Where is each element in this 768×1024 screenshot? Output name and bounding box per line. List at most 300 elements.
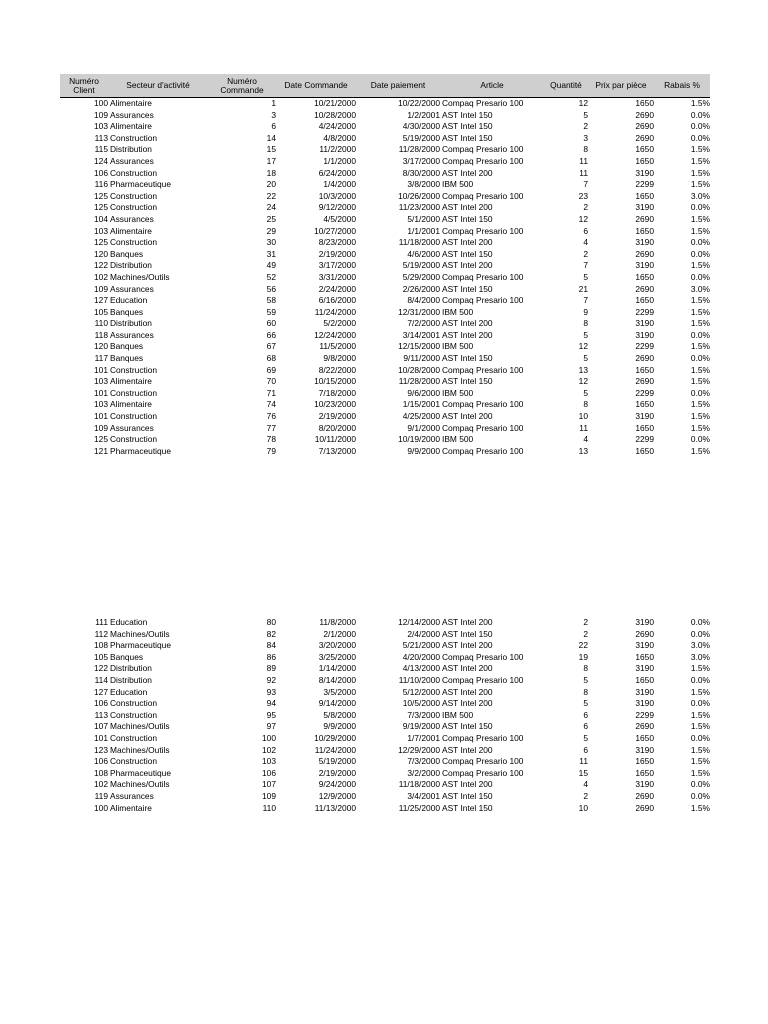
order-date-cell: 6/16/2000 <box>318 295 356 306</box>
payment-date-cell: 4/25/2000 <box>402 411 440 422</box>
sector-cell: Construction <box>110 732 158 743</box>
quantity-cell: 8 <box>583 399 588 410</box>
orders-table-block-2 <box>60 617 710 814</box>
table-row <box>60 617 710 629</box>
quantity-cell: 6 <box>583 744 588 755</box>
discount-cell: 1.5% <box>690 445 710 456</box>
unit-price-cell: 2299 <box>635 179 654 190</box>
order-date-cell: 9/12/2000 <box>318 202 356 213</box>
payment-date-cell: 10/5/2000 <box>402 698 440 709</box>
article-cell: AST Intel 150 <box>442 721 493 732</box>
discount-cell: 1.5% <box>690 364 710 375</box>
payment-date-cell: 4/20/2000 <box>402 651 440 662</box>
order-number-cell: 77 <box>266 422 276 433</box>
quantity-cell: 23 <box>578 190 588 201</box>
quantity-cell: 3 <box>583 132 588 143</box>
order-date-cell: 1/4/2000 <box>323 179 356 190</box>
client-number-cell: 124 <box>94 155 108 166</box>
article-cell: Compaq Presario 100 <box>442 445 524 456</box>
order-date-cell: 10/29/2000 <box>314 732 356 743</box>
table-row <box>60 733 710 745</box>
table-row <box>60 330 710 342</box>
client-number-cell: 109 <box>94 283 108 294</box>
discount-cell: 1.5% <box>690 318 710 329</box>
client-number-cell: 106 <box>94 167 108 178</box>
table-row <box>60 226 710 238</box>
discount-cell: 1.5% <box>690 663 710 674</box>
unit-price-cell: 2299 <box>635 306 654 317</box>
discount-cell: 1.5% <box>690 744 710 755</box>
order-number-cell: 59 <box>266 306 276 317</box>
discount-cell: 1.5% <box>690 295 710 306</box>
article-cell: AST Intel 150 <box>442 132 493 143</box>
sector-cell: Construction <box>110 756 158 767</box>
quantity-cell: 5 <box>583 329 588 340</box>
quantity-cell: 22 <box>578 640 588 651</box>
table-row <box>60 365 710 377</box>
article-cell: Compaq Presario 100 <box>442 225 524 236</box>
article-cell: Compaq Presario 100 <box>442 767 524 778</box>
sector-cell: Distribution <box>110 663 152 674</box>
payment-date-cell: 1/7/2001 <box>407 732 440 743</box>
unit-price-cell: 1650 <box>635 190 654 201</box>
quantity-cell: 6 <box>583 225 588 236</box>
unit-price-cell: 1650 <box>635 364 654 375</box>
quantity-cell: 4 <box>583 237 588 248</box>
discount-cell: 1.5% <box>690 686 710 697</box>
unit-price-cell: 3190 <box>635 698 654 709</box>
quantity-cell: 13 <box>578 445 588 456</box>
sector-cell: Construction <box>110 364 158 375</box>
order-number-cell: 80 <box>266 617 276 627</box>
order-date-cell: 2/19/2000 <box>318 411 356 422</box>
quantity-cell: 5 <box>583 732 588 743</box>
client-number-cell: 121 <box>94 445 108 456</box>
discount-cell: 0.0% <box>690 271 710 282</box>
table-row <box>60 663 710 675</box>
order-date-cell: 8/23/2000 <box>318 237 356 248</box>
order-number-cell: 100 <box>262 732 276 743</box>
order-date-cell: 9/9/2000 <box>323 721 356 732</box>
client-number-cell: 103 <box>94 121 108 132</box>
unit-price-cell: 1650 <box>635 674 654 685</box>
payment-date-cell: 11/25/2000 <box>398 802 440 813</box>
client-number-cell: 100 <box>94 802 108 813</box>
header-quantity: Quantité <box>544 74 588 98</box>
discount-cell: 1.5% <box>690 341 710 352</box>
quantity-cell: 5 <box>583 387 588 398</box>
sector-cell: Banques <box>110 651 144 662</box>
unit-price-cell: 1650 <box>635 445 654 456</box>
order-number-cell: 95 <box>266 709 276 720</box>
discount-cell: 1.5% <box>690 225 710 236</box>
order-number-cell: 58 <box>266 295 276 306</box>
payment-date-cell: 11/18/2000 <box>398 237 440 248</box>
table-row <box>60 675 710 687</box>
order-date-cell: 10/27/2000 <box>314 225 356 236</box>
article-cell: Compaq Presario 100 <box>442 651 524 662</box>
discount-cell: 0.0% <box>690 434 710 445</box>
payment-date-cell: 1/15/2001 <box>402 399 440 410</box>
order-number-cell: 6 <box>271 121 276 132</box>
sector-cell: Alimentaire <box>110 802 152 813</box>
discount-cell: 0.0% <box>690 109 710 120</box>
article-cell: Compaq Presario 100 <box>442 674 524 685</box>
client-number-cell: 103 <box>94 225 108 236</box>
unit-price-cell: 1650 <box>635 756 654 767</box>
table-row <box>60 284 710 296</box>
payment-date-cell: 11/28/2000 <box>398 144 440 155</box>
order-date-cell: 1/1/2000 <box>323 155 356 166</box>
discount-cell: 0.0% <box>690 202 710 213</box>
discount-cell: 0.0% <box>690 698 710 709</box>
article-cell: AST Intel 200 <box>442 411 493 422</box>
sector-cell: Education <box>110 617 148 627</box>
header-order-number: Numéro Commande <box>208 74 276 98</box>
article-cell: AST Intel 150 <box>442 109 493 120</box>
unit-price-cell: 1650 <box>635 295 654 306</box>
quantity-cell: 2 <box>583 248 588 259</box>
order-number-cell: 79 <box>266 445 276 456</box>
table-row <box>60 756 710 768</box>
client-number-cell: 127 <box>94 686 108 697</box>
unit-price-cell: 2690 <box>635 248 654 259</box>
table-row <box>60 698 710 710</box>
order-date-cell: 9/24/2000 <box>318 779 356 790</box>
discount-cell: 1.5% <box>690 306 710 317</box>
order-date-cell: 11/5/2000 <box>319 341 356 352</box>
article-cell: AST Intel 200 <box>442 698 493 709</box>
article-cell: Compaq Presario 100 <box>442 98 524 108</box>
payment-date-cell: 5/29/2000 <box>402 271 440 282</box>
article-cell: Compaq Presario 100 <box>442 190 524 201</box>
order-number-cell: 3 <box>271 109 276 120</box>
quantity-cell: 7 <box>583 295 588 306</box>
article-cell: AST Intel 200 <box>442 329 493 340</box>
client-number-cell: 101 <box>94 387 108 398</box>
order-date-cell: 5/8/2000 <box>323 709 356 720</box>
order-date-cell: 11/13/2000 <box>314 802 356 813</box>
discount-cell: 0.0% <box>690 237 710 248</box>
orders-table-block-1 <box>60 98 710 457</box>
table-row <box>60 260 710 272</box>
client-number-cell: 122 <box>94 260 108 271</box>
client-number-cell: 109 <box>94 422 108 433</box>
order-number-cell: 25 <box>266 213 276 224</box>
payment-date-cell: 3/14/2001 <box>402 329 440 340</box>
article-cell: AST Intel 150 <box>442 802 493 813</box>
client-number-cell: 112 <box>94 628 108 639</box>
article-cell: Compaq Presario 100 <box>442 295 524 306</box>
article-cell: AST Intel 150 <box>442 376 493 387</box>
order-number-cell: 31 <box>266 248 276 259</box>
client-number-cell: 106 <box>94 756 108 767</box>
sector-cell: Banques <box>110 353 144 364</box>
table-row <box>60 168 710 180</box>
unit-price-cell: 3190 <box>635 779 654 790</box>
client-number-cell: 108 <box>94 640 108 651</box>
unit-price-cell: 3190 <box>635 411 654 422</box>
table-row <box>60 307 710 319</box>
unit-price-cell: 2690 <box>635 353 654 364</box>
header-order-date: Date Commande <box>276 74 356 98</box>
order-date-cell: 9/8/2000 <box>323 353 356 364</box>
article-cell: Compaq Presario 100 <box>442 399 524 410</box>
client-number-cell: 102 <box>94 779 108 790</box>
quantity-cell: 5 <box>583 698 588 709</box>
sector-cell: Pharmaceutique <box>110 445 171 456</box>
table-row <box>60 214 710 226</box>
order-date-cell: 8/22/2000 <box>318 364 356 375</box>
discount-cell: 0.0% <box>690 628 710 639</box>
order-number-cell: 92 <box>266 674 276 685</box>
client-number-cell: 104 <box>94 213 108 224</box>
client-number-cell: 101 <box>94 411 108 422</box>
client-number-cell: 114 <box>94 674 108 685</box>
table-row <box>60 423 710 435</box>
quantity-cell: 12 <box>578 98 588 108</box>
payment-date-cell: 9/19/2000 <box>402 721 440 732</box>
client-number-cell: 100 <box>94 98 108 108</box>
discount-cell: 1.5% <box>690 411 710 422</box>
article-cell: AST Intel 150 <box>442 353 493 364</box>
payment-date-cell: 12/14/2000 <box>398 617 440 627</box>
order-date-cell: 2/24/2000 <box>318 283 356 294</box>
order-date-cell: 7/18/2000 <box>318 387 356 398</box>
sector-cell: Machines/Outils <box>110 779 170 790</box>
unit-price-cell: 3190 <box>635 329 654 340</box>
payment-date-cell: 7/3/2000 <box>407 756 440 767</box>
unit-price-cell: 3190 <box>635 617 654 627</box>
discount-cell: 0.0% <box>690 674 710 685</box>
article-cell: Compaq Presario 100 <box>442 144 524 155</box>
order-number-cell: 68 <box>266 353 276 364</box>
order-date-cell: 11/2/2000 <box>319 144 356 155</box>
article-cell: IBM 500 <box>442 434 474 445</box>
table-row <box>60 318 710 330</box>
article-cell: AST Intel 200 <box>442 202 493 213</box>
quantity-cell: 8 <box>583 318 588 329</box>
order-date-cell: 9/14/2000 <box>318 698 356 709</box>
discount-cell: 0.0% <box>690 121 710 132</box>
table-row <box>60 191 710 203</box>
table-row <box>60 179 710 191</box>
quantity-cell: 6 <box>583 709 588 720</box>
order-date-cell: 2/19/2000 <box>318 767 356 778</box>
order-date-cell: 10/11/2000 <box>314 434 356 445</box>
payment-date-cell: 1/1/2001 <box>407 225 440 236</box>
article-cell: AST Intel 150 <box>442 628 493 639</box>
sector-cell: Pharmaceutique <box>110 179 171 190</box>
order-number-cell: 102 <box>262 744 276 755</box>
order-number-cell: 1 <box>271 98 276 108</box>
discount-cell: 0.0% <box>690 732 710 743</box>
payment-date-cell: 3/17/2000 <box>402 155 440 166</box>
sector-cell: Alimentaire <box>110 121 152 132</box>
discount-cell: 1.5% <box>690 376 710 387</box>
sector-cell: Assurances <box>110 422 154 433</box>
unit-price-cell: 3190 <box>635 167 654 178</box>
order-number-cell: 22 <box>266 190 276 201</box>
sector-cell: Construction <box>110 167 158 178</box>
payment-date-cell: 12/29/2000 <box>398 744 440 755</box>
client-number-cell: 123 <box>94 744 108 755</box>
discount-cell: 0.0% <box>690 248 710 259</box>
sector-cell: Construction <box>110 698 158 709</box>
discount-cell: 1.5% <box>690 399 710 410</box>
table-row <box>60 434 710 446</box>
article-cell: AST Intel 200 <box>442 617 493 627</box>
discount-cell: 1.5% <box>690 179 710 190</box>
order-date-cell: 10/21/2000 <box>314 98 356 108</box>
sector-cell: Pharmaceutique <box>110 767 171 778</box>
payment-date-cell: 8/30/2000 <box>402 167 440 178</box>
order-date-cell: 1/14/2000 <box>318 663 356 674</box>
order-number-cell: 84 <box>266 640 276 651</box>
article-cell: AST Intel 150 <box>442 213 493 224</box>
header-unit-price: Prix par pièce <box>588 74 654 98</box>
order-number-cell: 94 <box>266 698 276 709</box>
unit-price-cell: 2690 <box>635 283 654 294</box>
order-date-cell: 11/24/2000 <box>314 744 356 755</box>
discount-cell: 0.0% <box>690 617 710 627</box>
discount-cell: 3.0% <box>690 190 710 201</box>
unit-price-cell: 1650 <box>635 225 654 236</box>
unit-price-cell: 2299 <box>635 387 654 398</box>
quantity-cell: 5 <box>583 674 588 685</box>
sector-cell: Banques <box>110 341 144 352</box>
order-number-cell: 18 <box>266 167 276 178</box>
unit-price-cell: 1650 <box>635 422 654 433</box>
client-number-cell: 125 <box>94 202 108 213</box>
payment-date-cell: 4/30/2000 <box>402 121 440 132</box>
table-row <box>60 121 710 133</box>
payment-date-cell: 2/4/2000 <box>407 628 440 639</box>
article-cell: AST Intel 200 <box>442 318 493 329</box>
order-number-cell: 107 <box>262 779 276 790</box>
quantity-cell: 21 <box>578 283 588 294</box>
payment-date-cell: 11/18/2000 <box>398 779 440 790</box>
quantity-cell: 11 <box>579 167 588 178</box>
payment-date-cell: 10/19/2000 <box>398 434 440 445</box>
unit-price-cell: 3190 <box>635 202 654 213</box>
table-row <box>60 202 710 214</box>
order-number-cell: 106 <box>262 767 276 778</box>
unit-price-cell: 1650 <box>635 399 654 410</box>
client-number-cell: 116 <box>94 179 108 190</box>
order-date-cell: 2/19/2000 <box>318 248 356 259</box>
payment-date-cell: 5/19/2000 <box>402 132 440 143</box>
unit-price-cell: 3190 <box>635 663 654 674</box>
order-date-cell: 11/24/2000 <box>314 306 356 317</box>
article-cell: AST Intel 200 <box>442 779 493 790</box>
payment-date-cell: 7/2/2000 <box>407 318 440 329</box>
client-number-cell: 125 <box>94 237 108 248</box>
client-number-cell: 107 <box>94 721 108 732</box>
discount-cell: 1.5% <box>690 756 710 767</box>
order-number-cell: 60 <box>266 318 276 329</box>
payment-date-cell: 9/11/2000 <box>403 353 440 364</box>
order-date-cell: 10/23/2000 <box>314 399 356 410</box>
unit-price-cell: 3190 <box>635 640 654 651</box>
sector-cell: Alimentaire <box>110 376 152 387</box>
discount-cell: 3.0% <box>690 651 710 662</box>
quantity-cell: 2 <box>583 617 588 627</box>
table-row <box>60 272 710 284</box>
table-row <box>60 295 710 307</box>
client-number-cell: 111 <box>95 617 108 627</box>
order-date-cell: 10/15/2000 <box>314 376 356 387</box>
order-number-cell: 29 <box>266 225 276 236</box>
unit-price-cell: 2690 <box>635 721 654 732</box>
table-row <box>60 745 710 757</box>
unit-price-cell: 1650 <box>635 651 654 662</box>
header-payment-date: Date paiement <box>356 74 440 98</box>
sector-cell: Assurances <box>110 329 154 340</box>
quantity-cell: 19 <box>578 651 588 662</box>
payment-date-cell: 9/1/2000 <box>407 422 440 433</box>
sector-cell: Alimentaire <box>110 225 152 236</box>
order-number-cell: 110 <box>262 802 276 813</box>
article-cell: AST Intel 200 <box>442 663 493 674</box>
sector-cell: Construction <box>110 202 158 213</box>
client-number-cell: 105 <box>94 651 108 662</box>
quantity-cell: 2 <box>583 202 588 213</box>
sector-cell: Assurances <box>110 213 154 224</box>
unit-price-cell: 2690 <box>635 376 654 387</box>
order-date-cell: 3/20/2000 <box>318 640 356 651</box>
table-row <box>60 779 710 791</box>
order-date-cell: 3/5/2000 <box>323 686 356 697</box>
payment-date-cell: 1/2/2001 <box>407 109 440 120</box>
discount-cell: 3.0% <box>690 640 710 651</box>
quantity-cell: 2 <box>583 628 588 639</box>
article-cell: AST Intel 200 <box>442 640 493 651</box>
table-row <box>60 388 710 400</box>
sector-cell: Education <box>110 295 148 306</box>
order-date-cell: 4/5/2000 <box>323 213 356 224</box>
unit-price-cell: 1650 <box>635 732 654 743</box>
quantity-cell: 7 <box>583 179 588 190</box>
article-cell: AST Intel 200 <box>442 237 493 248</box>
order-date-cell: 5/19/2000 <box>318 756 356 767</box>
order-number-cell: 56 <box>266 283 276 294</box>
sector-cell: Distribution <box>110 260 152 271</box>
client-number-cell: 102 <box>94 271 108 282</box>
client-number-cell: 103 <box>94 376 108 387</box>
unit-price-cell: 3190 <box>635 260 654 271</box>
sector-cell: Construction <box>110 709 158 720</box>
unit-price-cell: 1650 <box>635 767 654 778</box>
payment-date-cell: 10/22/2000 <box>398 98 440 108</box>
unit-price-cell: 2299 <box>635 434 654 445</box>
payment-date-cell: 2/26/2000 <box>402 283 440 294</box>
column-header-row <box>60 74 710 98</box>
quantity-cell: 6 <box>583 721 588 732</box>
client-number-cell: 106 <box>94 698 108 709</box>
payment-date-cell: 9/6/2000 <box>407 387 440 398</box>
quantity-cell: 12 <box>578 376 588 387</box>
payment-date-cell: 5/21/2000 <box>402 640 440 651</box>
quantity-cell: 13 <box>578 364 588 375</box>
discount-cell: 0.0% <box>690 779 710 790</box>
order-number-cell: 97 <box>266 721 276 732</box>
order-number-cell: 52 <box>266 271 276 282</box>
table-row <box>60 399 710 411</box>
payment-date-cell: 10/28/2000 <box>398 364 440 375</box>
table-row <box>60 411 710 423</box>
discount-cell: 3.0% <box>690 283 710 294</box>
